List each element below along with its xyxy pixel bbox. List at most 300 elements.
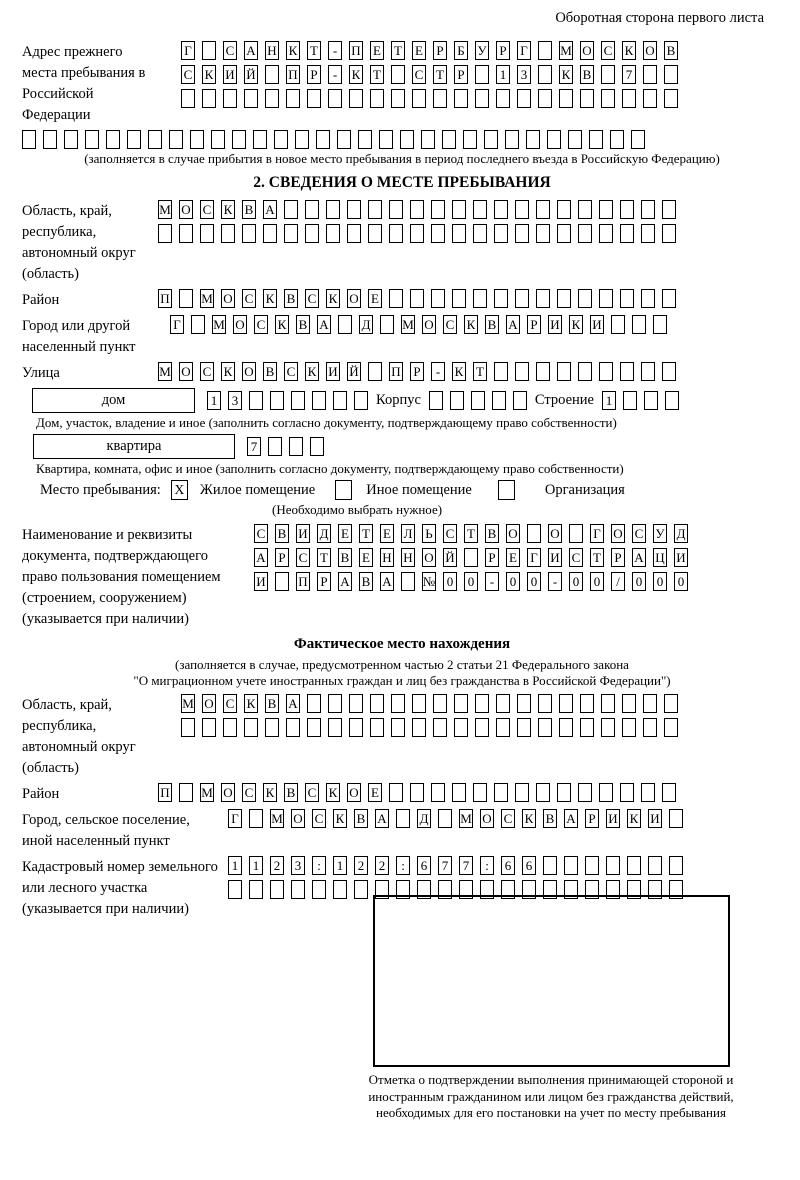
form-cell [475,89,489,108]
form-cell [494,224,508,243]
form-cell [305,200,319,219]
form-cell [662,289,676,308]
form-cell: 1 [228,856,242,875]
form-cell: М [182,696,194,711]
form-cell: Й [443,548,457,567]
form-cell: К [221,200,235,219]
form-cell: С [181,65,195,84]
form-cell [431,200,445,219]
form-cell: С [296,548,310,567]
form-cell [599,362,613,381]
apartment-box: квартира [33,434,235,459]
form-cell [662,200,676,219]
stay-type-label: Место пребывания: [40,481,161,498]
form-cell [249,391,263,410]
form-cell: С [242,783,256,802]
form-cell [412,89,426,108]
form-cell: А [380,572,394,591]
form-cell [627,880,641,899]
actual-note-1: (заполняется в случае, предусмотренном частью 2 статьи 21 Федерального закона [175,657,629,672]
cadastre-row-1 [228,856,683,875]
form-cell [471,391,485,410]
form-cell [536,200,550,219]
form-cell: К [263,783,277,802]
form-cell [244,89,258,108]
prev-address-row-4 [22,130,782,149]
form-cell [543,856,557,875]
stay-type-row [40,480,782,500]
form-cell [494,783,508,802]
form-cell [589,130,603,149]
form-cell: Т [359,524,373,543]
cadastre-row-2 [228,880,683,899]
form-cell: 1 [207,391,221,410]
form-cell: К [326,783,340,802]
form-cell [438,880,452,899]
form-cell: : [480,856,494,875]
form-cell: : [312,856,326,875]
apartment-row [33,434,782,459]
form-cell: 1 [496,65,510,84]
form-cell [179,783,193,802]
form-cell [620,289,634,308]
form-cell [148,130,162,149]
form-cell: О [347,289,361,308]
form-cell [338,315,352,334]
form-cell: Р [433,41,447,60]
form-cell: 0 [632,572,646,591]
form-cell: И [548,548,562,567]
form-cell [450,391,464,410]
form-cell: И [326,362,340,381]
form-cell [513,391,527,410]
form-cell: С [501,809,515,828]
form-cell: С [223,694,237,713]
form-cell: 6 [522,856,536,875]
form-cell [412,694,426,713]
form-cell: Т [473,362,487,381]
form-cell: С [569,548,583,567]
stay-type-note: (Необходимо выбрать нужное) [272,502,443,517]
form-cell [606,880,620,899]
form-cell [669,880,683,899]
form-cell [515,289,529,308]
form-cell [538,694,552,713]
form-cell: Р [496,41,510,60]
form-cell: С [305,289,319,308]
form-cell: - [548,572,562,591]
form-cell [396,809,410,828]
form-cell: М [201,291,213,306]
form-cell: С [443,524,457,543]
form-cell: Р [275,548,289,567]
form-cell [538,41,552,60]
form-cell [643,718,657,737]
form-cell: К [569,315,583,334]
form-cell [305,224,319,243]
form-cell: В [354,809,368,828]
cadastre-label: Кадастровый номер земельного или лесного участка (указывается при наличии) [22,859,218,917]
form-cell [433,718,447,737]
form-cell: № [422,574,436,589]
form-cell: О [242,362,256,381]
form-cell [375,880,389,899]
form-cell [370,694,384,713]
form-cell [452,224,466,243]
form-cell: В [284,783,298,802]
form-cell [517,694,531,713]
form-cell: К [263,289,277,308]
form-cell [662,362,676,381]
form-cell: О [221,783,235,802]
form-cell: А [254,548,268,567]
form-cell [389,200,403,219]
form-cell [291,880,305,899]
form-cell [368,200,382,219]
form-cell [547,130,561,149]
form-cell [664,718,678,737]
actual-region-field [22,694,782,779]
actual-region-label: Область, край, республика, автономный округ (область) [22,697,136,776]
form-cell: О [548,524,562,543]
form-cell [501,880,515,899]
korpus-cells [429,391,527,410]
form-cell [475,718,489,737]
form-cell [648,856,662,875]
form-cell: С [284,362,298,381]
form-cell [641,224,655,243]
form-cell [601,694,615,713]
form-cell: В [296,315,310,334]
house-row [32,388,782,413]
form-cell: 3 [291,856,305,875]
form-cell [286,89,300,108]
form-cell [620,200,634,219]
form-cell [664,89,678,108]
form-cell: Й [244,65,258,84]
form-cell [599,783,613,802]
form-cell [438,809,452,828]
form-cell [312,391,326,410]
form-cell [527,524,541,543]
form-cell [358,130,372,149]
form-cell [380,315,394,334]
form-cell [289,437,303,456]
form-cell: О [179,362,193,381]
form-cell: С [601,41,615,60]
form-cell: А [632,548,646,567]
form-cell: С [200,200,214,219]
form-cell: И [606,809,620,828]
form-cell [127,130,141,149]
form-cell: - [328,41,342,60]
stay-type-option-organization: Организация [544,481,625,498]
form-cell: К [221,362,235,381]
form-cell [622,89,636,108]
form-cell: Е [368,289,382,308]
form-cell: 1 [602,391,616,410]
form-cell: М [213,317,225,332]
form-cell: В [242,200,256,219]
form-cell: Н [401,548,415,567]
form-cell [454,89,468,108]
stay-type-option-residential: Жилое помещение [199,481,316,498]
form-cell [536,362,550,381]
form-cell: К [244,694,258,713]
form-cell: Р [485,548,499,567]
form-cell [601,89,615,108]
form-cell [379,130,393,149]
form-cell [515,783,529,802]
form-cell: В [359,572,373,591]
form-cell [249,809,263,828]
form-cell: Р [527,315,541,334]
form-cell: - [485,572,499,591]
form-cell: Ь [422,524,436,543]
form-cell [354,880,368,899]
form-cell: И [590,315,604,334]
form-cell [475,65,489,84]
form-cell: 0 [527,572,541,591]
form-cell: М [271,811,283,826]
house-box: дом [32,388,195,413]
form-cell [211,130,225,149]
actual-region-rows [181,694,678,737]
form-cell: Г [527,548,541,567]
form-cell [228,880,242,899]
form-cell [284,200,298,219]
form-cell: Т [391,41,405,60]
form-cell: 6 [501,856,515,875]
form-cell [253,130,267,149]
form-cell: Р [410,362,424,381]
form-cell: М [460,811,472,826]
apartment-cells [247,437,324,456]
form-cell [585,880,599,899]
form-cell: В [543,809,557,828]
form-cell: К [559,65,573,84]
form-cell [22,130,36,149]
form-cell [431,224,445,243]
form-cell [557,224,571,243]
form-cell [580,89,594,108]
form-cell [244,718,258,737]
form-cell [223,718,237,737]
region-row-1 [158,200,676,219]
prev-address-row-3 [181,89,678,108]
form-cell [568,130,582,149]
form-cell [389,289,403,308]
form-cell: Б [454,41,468,60]
form-cell: Р [611,548,625,567]
form-cell [284,224,298,243]
form-cell [632,315,646,334]
form-cell [648,880,662,899]
form-cell: 0 [653,572,667,591]
form-cell: А [338,572,352,591]
form-cell [316,130,330,149]
form-cell: - [328,65,342,84]
form-cell: Е [338,524,352,543]
form-cell [200,224,214,243]
form-cell: Й [347,362,361,381]
form-cell [665,391,679,410]
form-cell [538,718,552,737]
prev-address-row-2 [181,65,678,84]
form-cell [610,130,624,149]
region-label: Область, край, республика, автономный округ (область) [22,203,136,282]
region-row-2 [158,224,676,243]
form-cell: 7 [459,856,473,875]
form-cell [433,694,447,713]
form-cell [421,130,435,149]
form-cell [454,694,468,713]
form-cell: : [396,856,410,875]
form-cell [622,694,636,713]
form-cell: К [627,809,641,828]
form-cell: С [254,315,268,334]
form-cell [620,362,634,381]
city-field [22,315,782,358]
form-cell [221,224,235,243]
form-cell: Д [359,315,373,334]
form-cell: К [333,809,347,828]
form-cell [475,694,489,713]
form-cell [43,130,57,149]
form-cell [328,89,342,108]
form-cell: У [653,524,667,543]
form-cell: Г [228,809,242,828]
form-cell: Е [412,41,426,60]
form-cell: Д [674,524,688,543]
form-cell [517,718,531,737]
form-cell: Т [317,548,331,567]
form-cell: О [347,783,361,802]
form-cell [169,130,183,149]
form-cell: 0 [464,572,478,591]
form-cell: А [286,694,300,713]
form-cell: К [326,289,340,308]
stamp-box [373,895,730,1067]
form-cell [669,856,683,875]
form-cell: К [275,315,289,334]
form-cell: И [296,524,310,543]
form-cell [368,362,382,381]
form-cell: 3 [517,65,531,84]
form-cell [410,224,424,243]
form-cell [410,289,424,308]
form-cell [641,362,655,381]
form-cell: 0 [443,572,457,591]
form-cell [396,880,410,899]
form-cell: У [475,41,489,60]
form-cell [295,130,309,149]
form-cell [536,224,550,243]
actual-district-label: Район [22,786,60,802]
form-cell [370,718,384,737]
form-cell: О [202,694,216,713]
form-cell: А [263,200,277,219]
form-cell: Л [401,524,415,543]
form-cell: 0 [590,572,604,591]
form-cell [664,694,678,713]
form-cell: Т [590,548,604,567]
form-cell: Е [370,41,384,60]
form-cell [536,289,550,308]
form-cell [179,289,193,308]
document-label: Наименование и реквизиты документа, подтверждающего право пользования помещением (строением, сооружением) (указывается при наличии) [22,527,221,627]
form-cell [578,783,592,802]
actual-city-field [22,809,782,852]
document-row-3 [254,572,688,591]
form-cell [496,89,510,108]
form-cell: В [485,315,499,334]
actual-region-row-2 [181,718,678,737]
form-cell [643,89,657,108]
form-cell [494,200,508,219]
form-cell [454,718,468,737]
form-cell: 7 [438,856,452,875]
form-cell [522,880,536,899]
form-cell [307,694,321,713]
form-cell [389,783,403,802]
form-cell [620,783,634,802]
form-cell: О [643,41,657,60]
form-cell: А [506,315,520,334]
form-cell [662,783,676,802]
form-cell: П [158,289,172,308]
form-cell: 1 [333,856,347,875]
form-cell: К [622,41,636,60]
prev-address-label: Адрес прежнего места пребывания в Российской Федерации [22,44,146,123]
form-cell [202,41,216,60]
form-cell [459,880,473,899]
house-cells [207,391,368,410]
form-cell [400,130,414,149]
form-cell: В [338,548,352,567]
form-cell: Ц [653,548,667,567]
form-cell [496,694,510,713]
form-cell [223,89,237,108]
form-cell [181,718,195,737]
form-cell [473,200,487,219]
form-cell: М [402,317,414,332]
form-cell [337,130,351,149]
form-cell [580,694,594,713]
form-cell [641,783,655,802]
form-cell [494,362,508,381]
form-cell [631,130,645,149]
form-cell [412,718,426,737]
form-cell: В [284,289,298,308]
form-cell [410,783,424,802]
form-cell: Т [370,65,384,84]
form-cell [569,524,583,543]
form-cell [347,200,361,219]
form-cell: 2 [270,856,284,875]
form-cell: Р [317,572,331,591]
form-cell [307,89,321,108]
form-cell [232,130,246,149]
form-cell: П [158,783,172,802]
form-cell: О [580,41,594,60]
form-cell [538,89,552,108]
form-cell [517,89,531,108]
form-cell: В [485,524,499,543]
form-cell [270,391,284,410]
form-cell [333,880,347,899]
form-cell: С [443,315,457,334]
